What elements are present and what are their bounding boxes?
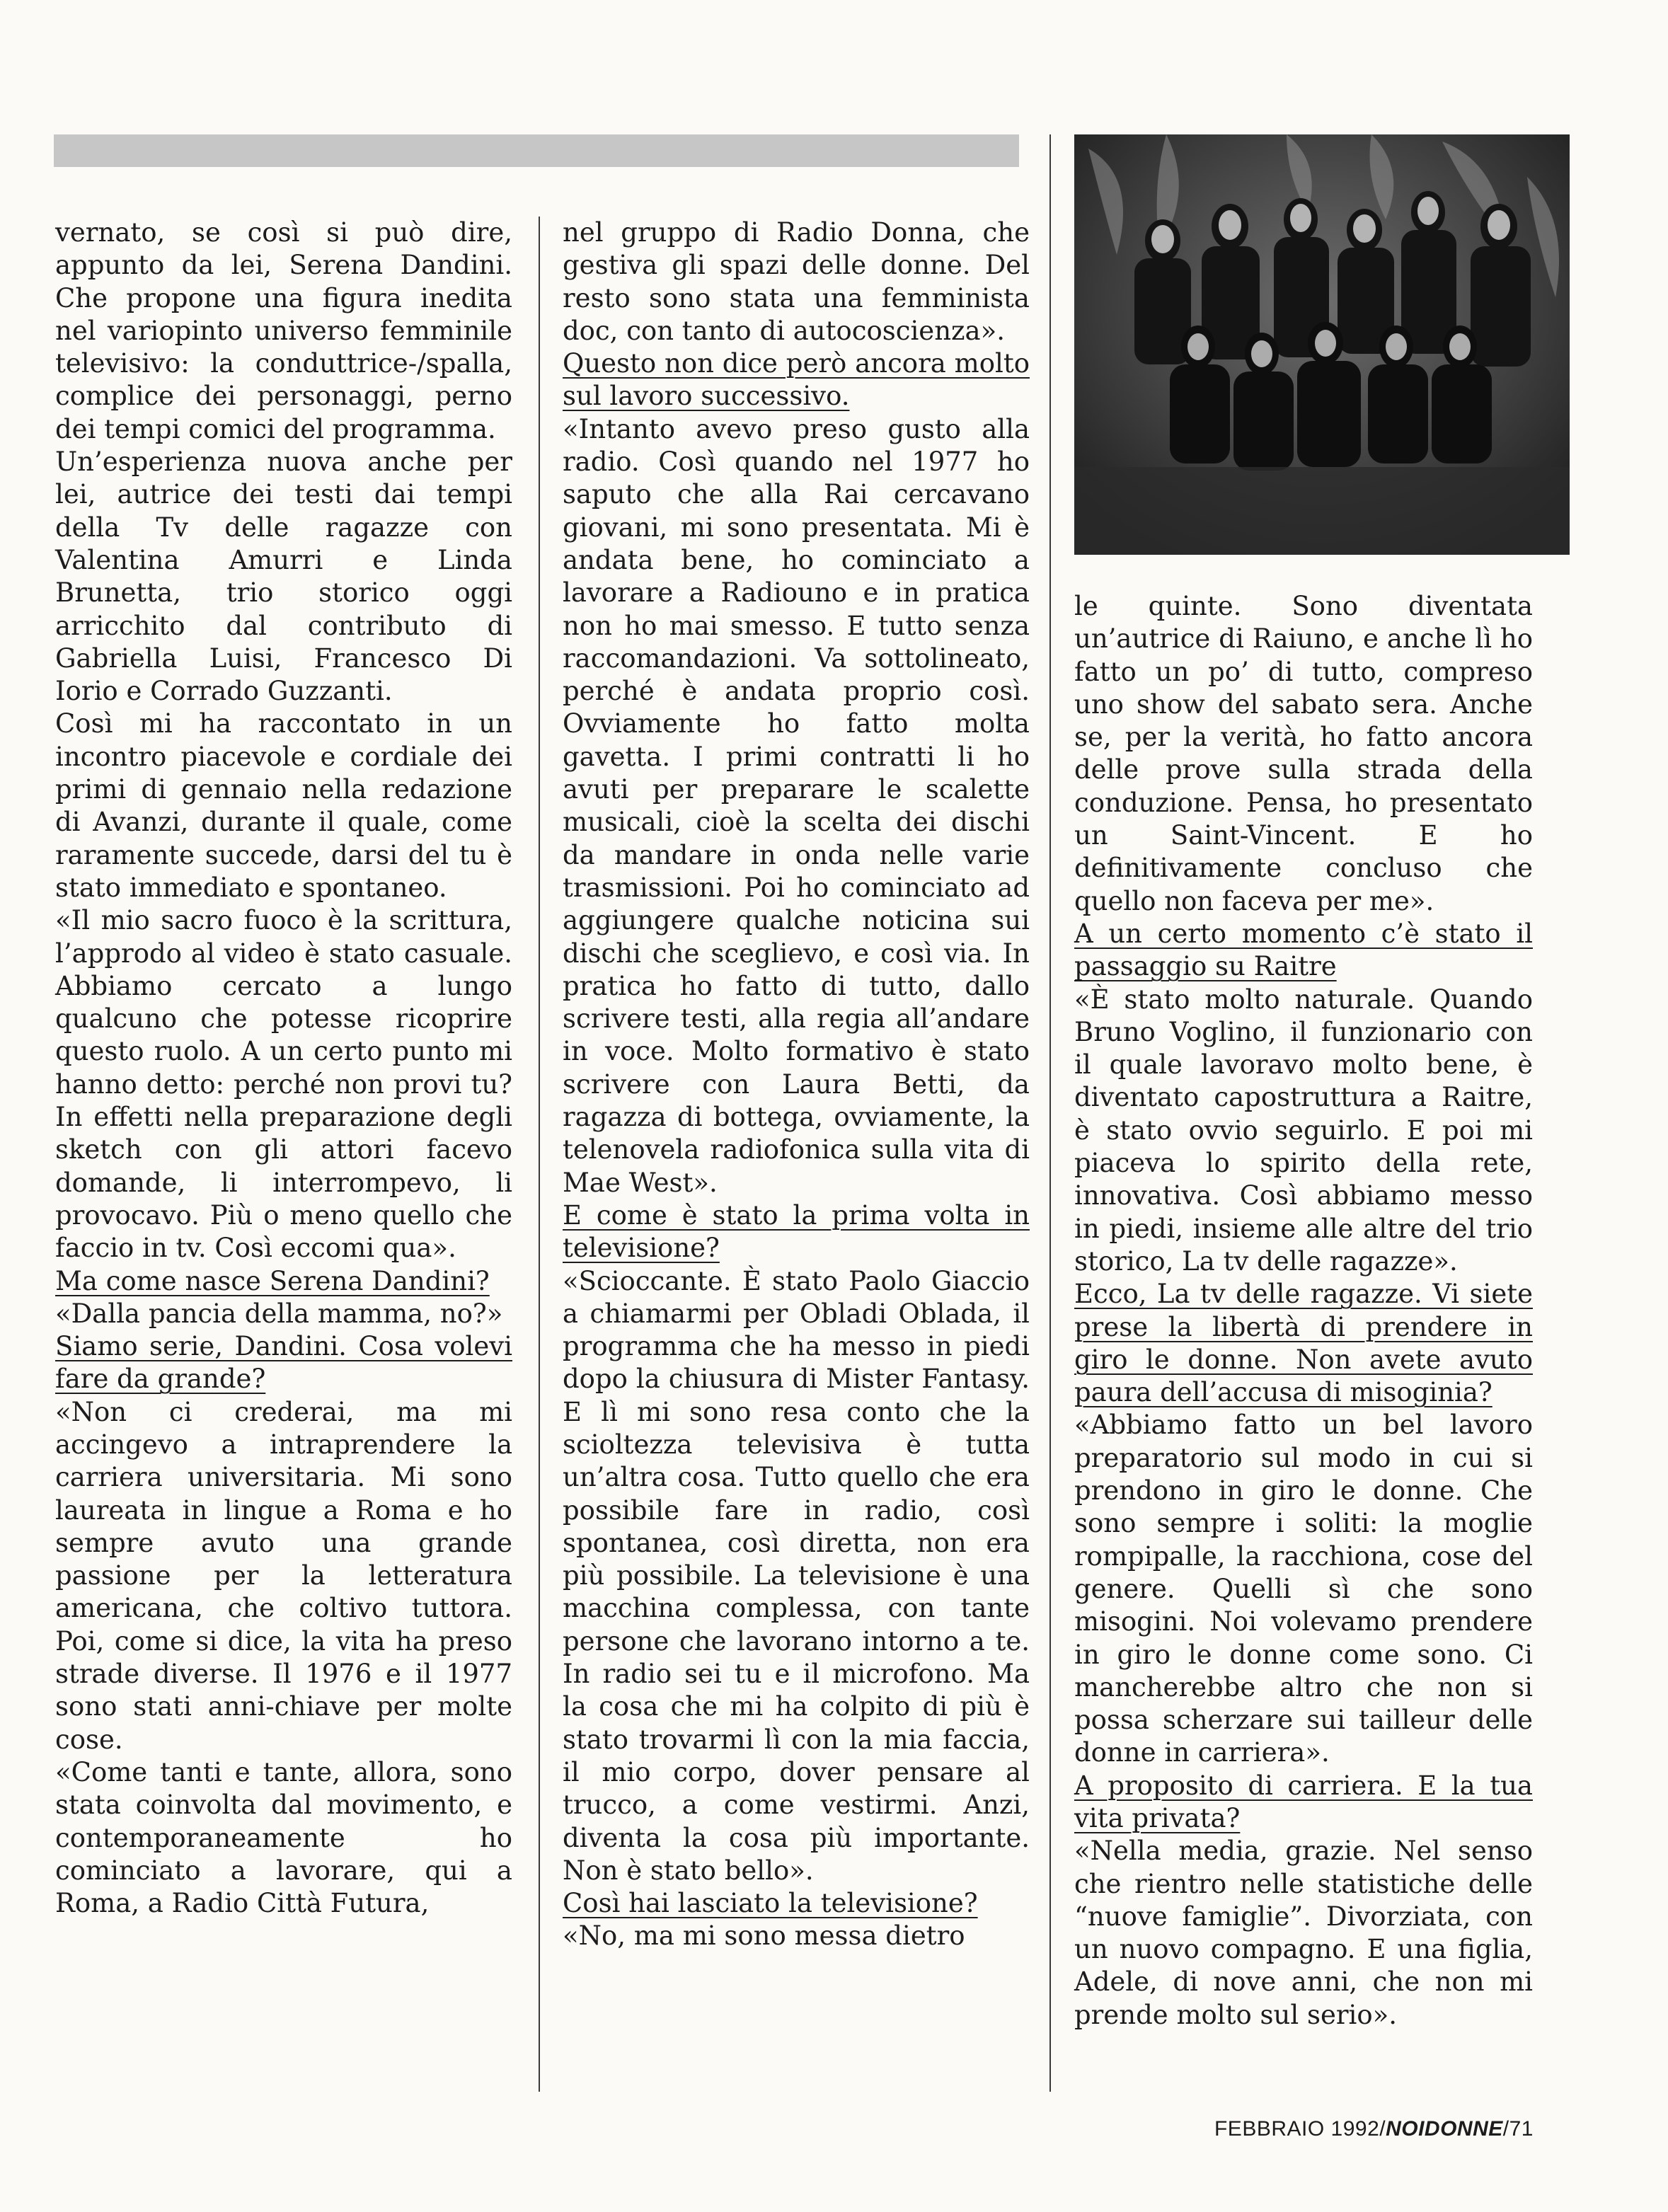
footer-brand: NOIDONNE <box>1386 2117 1503 2141</box>
paragraph: «Dalla pancia della mamma, no?» <box>55 1298 503 1329</box>
paragraph: le quinte. Sono diventata un’autrice di Raiuno, e anche lì ho fatto un po’ di tutto, compreso uno show del sabato sera. Anche se, per la verità, ho fatto ancora delle prove sulla strada della conduzione. Pensa, ho presentato un Saint-Vincent. E ho definitivamente concluso che quello non faceva per me». <box>1074 591 1533 916</box>
header-band <box>54 134 1019 167</box>
paragraph: vernato, se così si può dire, appunto da lei, Serena Dandini. Che propone una figura inedita nel variopinto universo femminile televisivo: la conduttrice-/spalla, complice dei personaggi, perno dei tempi comici del programma. <box>55 217 512 444</box>
paragraph: «Non ci crederai, ma mi accingevo a intraprendere la carriera universitaria. Mi sono laureata in lingue a Roma e ho sempre avuto una grande passione per la letteratura americana, che coltivo tuttora. Poi, come si dice, la vita ha preso strade diverse. Il 1976 e il 1977 sono stati anni-chiave per molte cose. <box>55 1396 512 1755</box>
paragraph: Così mi ha raccontato in un incontro piacevole e cordiale dei primi di gennaio nella redazione di Avanzi, durante il quale, come raramente succede, darsi del tu è stato immediato e spontaneo. <box>55 708 512 903</box>
page-footer <box>1214 2117 1534 2141</box>
interview-question: Questo non dice però ancora molto sul lavoro successivo. <box>563 348 1030 412</box>
column-rule-2 <box>1049 134 1051 2092</box>
interview-question: A un certo momento c’è stato il passaggio su Raitre <box>1074 918 1533 982</box>
paragraph: «Come tanti e tante, allora, sono stata coinvolta dal movimento, e contemporaneamente ho cominciato a lavorare, qui a Roma, a Radio Città Futura, <box>55 1756 512 1919</box>
paragraph: «Intanto avevo preso gusto alla radio. Così quando nel 1977 ho saputo che alla Rai cercavano giovani, mi sono presentata. Mi è andata bene, ho cominciato a lavorare a Radiouno e in pratica non ho mai smesso. E tutto senza raccomandazioni. Va sottolineato, perché è andata proprio così. Ovviamente ho fatto molta gavetta. I primi contratti li ho avuti per preparare le scalette musicali, cioè la scelta dei dischi da mandare in onda nelle varie trasmissioni. Poi ho cominciato ad aggiungere qualche noticina sui dischi che sceglievo, e così via. In pratica ho fatto di tutto, dallo scrivere testi, alla regia all’andare in voce. Molto formativo è stato scrivere con Laura Betti, da ragazza di bottega, ovviamente, la telenovela radiofonica sulla vita di Mae West». <box>563 413 1030 1198</box>
interview-question: Così hai lasciato la televisione? <box>563 1888 978 1919</box>
group-photo <box>1074 134 1570 555</box>
paragraph: «Abbiamo fatto un bel lavoro preparatorio sul modo in cui si prendono in giro le donne. Che sono sempre i soliti: la moglie rompipalle, la racchiona, cose del genere. Quelli sì che sono misogini. Noi volevamo prendere in giro le donne come sono. Ci mancherebbe altro che non si possa scherzare sui tailleur delle donne in carriera». <box>1074 1410 1533 1768</box>
interview-question: Siamo serie, Dandini. Cosa volevi fare da grande? <box>55 1331 512 1395</box>
interview-question: Ecco, La tv delle ragazze. Vi siete prese la libertà di prendere in giro le donne. Non avete avuto paura dell’accusa di misoginia? <box>1074 1279 1533 1408</box>
paragraph: Un’esperienza nuova anche per lei, autrice dei testi dai tempi della Tv delle ragazze con Valentina Amurri e Linda Brunetta, trio storico oggi arricchito dal contributo di Gabriella Luisi, Francesco Di Iorio e Corrado Guzzanti. <box>55 447 512 707</box>
interview-question: E come è stato la prima volta in televisione? <box>563 1199 1030 1264</box>
interview-question: A proposito di carriera. E la tua vita privata? <box>1074 1770 1533 1833</box>
text-column-3 <box>1074 590 1533 2032</box>
text-column-1 <box>55 217 512 1920</box>
paragraph: nel gruppo di Radio Donna, che gestiva gli spazi delle donne. Del resto sono stata una femminista doc, con tanto di autocoscienza». <box>563 217 1030 346</box>
paragraph: «Nella media, grazie. Nel senso che rientro nelle statistiche delle “nuove famiglie”. Divorziata, con un nuovo compagno. E una figlia, Adele, di nove anni, che non mi prende molto sul serio». <box>1074 1836 1533 2030</box>
paragraph: «Il mio sacro fuoco è la scrittura, l’approdo al video è stato casuale. Abbiamo cercato a lungo qualcuno che potesse ricoprire questo ruolo. A un certo punto mi hanno detto: perché non provi tu? In effetti nella preparazione degli sketch con gli attori facevo domande, li interrompevo, li provocavo. Più o meno quello che faccio in tv. Così eccomi qua». <box>55 905 512 1264</box>
text-column-2 <box>563 217 1030 1953</box>
column-rule-1 <box>539 217 540 2092</box>
footer-date: FEBBRAIO 1992/ <box>1214 2117 1386 2141</box>
paragraph: «Scioccante. È stato Paolo Giaccio a chiamarmi per Obladi Oblada, il programma che ha messo in piedi dopo la chiusura di Mister Fantasy. E lì mi sono resa conto che la scioltezza televisiva è tutta un’altra cosa. Tutto quello che era possibile fare in radio, così spontanea, così diretta, non era più possibile. La televisione è una macchina complessa, con tante persone che lavorano intorno a te. In radio sei tu e il microfono. Ma la cosa che mi ha colpito di più è stato trovarmi lì con la mia faccia, il mio corpo, dover pensare al trucco, a come vestirmi. Anzi, diventa la cosa più importante. Non è stato bello». <box>563 1265 1030 1886</box>
paragraph: «No, ma mi sono messa dietro <box>563 1920 965 1952</box>
interview-question: Ma come nasce Serena Dandini? <box>55 1265 490 1296</box>
paragraph: «È stato molto naturale. Quando Bruno Voglino, il funzionario con il quale lavoravo molto bene, è diventato capostruttura a Raitre, è stato ovvio seguirlo. E poi mi piaceva lo spirito della rete, innovativa. Così abbiamo messo in piedi, insieme alle altre del trio storico, La tv delle ragazze». <box>1074 984 1533 1277</box>
page-number: /71 <box>1502 2117 1534 2141</box>
